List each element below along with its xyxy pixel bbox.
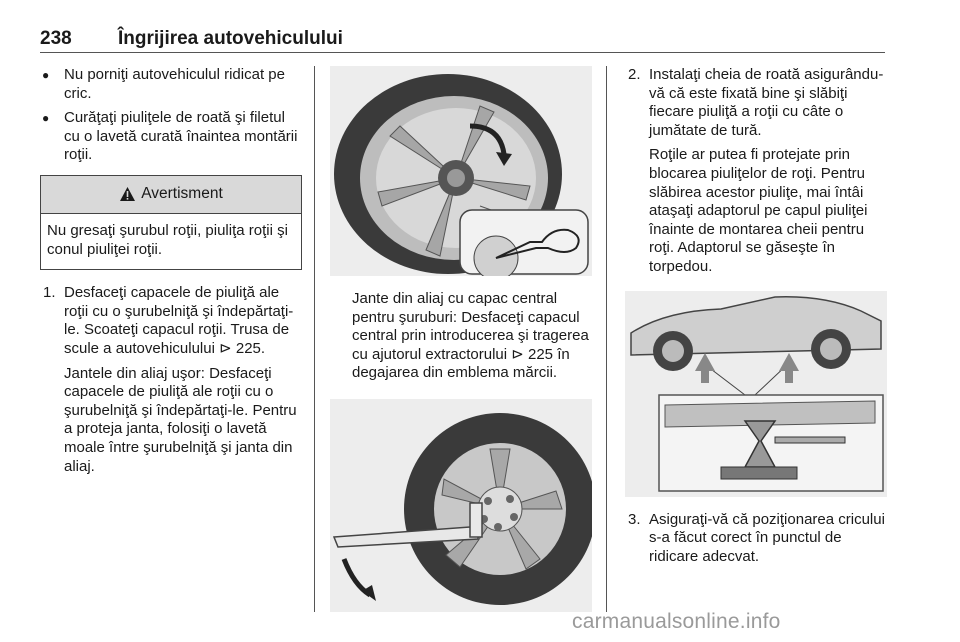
step-2 <box>625 66 887 140</box>
step-text: Instalaţi cheia de roată asigurându-vă că este fixată bine şi slăbiţi fiecare piuliţă a roţii cu câte o jumătate de tură. <box>649 66 884 139</box>
step-text: Desfaceţi capacele de piuliţă ale roţii cu o şurubelniţă şi îndepărtaţi-le. Scoateţi capacul roţii. Trusa de scule a autovehiculului <box>64 284 294 357</box>
page-title: Îngrijirea autovehiculului <box>118 28 343 49</box>
step-3 <box>625 511 887 567</box>
wheel-wrench-illustration <box>330 399 592 612</box>
step-1-note: Jantele din aliaj uşor: Desfaceţi capacele de piuliţă ale roţii cu o şurubelniţă şi îndepărtaţi-le. Pentru a proteja janta, folosiţi o lavetă moale între şurubelniţă şi janta din aliaj. <box>64 364 297 475</box>
step-2-note: Roţile ar putea fi protejate prin blocarea piuliţelor de roţi. Pentru slăbirea acestor piuliţe, mai întâi ataşaţi adaptorul pe capul piuliţei înainte de montarea cheii pentru roţi. Adaptorul se găseşte în torpedou. <box>649 146 868 275</box>
step-number: 3. <box>628 510 641 528</box>
warning-text: Nu gresaţi şurubul roţii, piuliţa roţii şi conul piuliţei roţii. <box>47 221 288 258</box>
wheel-wrench-image <box>330 399 592 612</box>
warning-triangle-icon <box>119 186 136 202</box>
column-left <box>40 66 302 476</box>
ref-arrow-icon: ⊳ <box>219 339 232 357</box>
step-text: Asiguraţi-vă că poziţionarea cricului s-a făcut corect în punctul de ridicare adecvat. <box>649 510 885 565</box>
page-reference-link[interactable]: 225. <box>235 339 266 357</box>
column-divider-1 <box>314 66 315 612</box>
page-reference-link[interactable]: 225 <box>528 345 554 363</box>
bullet-item: ● Nu porniţi autovehiculul ridicat pe cric. <box>40 66 302 103</box>
ref-arrow-icon: ⊳ <box>511 345 524 363</box>
column-right <box>625 66 887 566</box>
column-divider-2 <box>606 66 607 612</box>
page-number: 238 <box>40 28 72 49</box>
warning-header <box>41 176 301 214</box>
column-middle <box>330 66 592 612</box>
header-rule <box>40 52 885 53</box>
jack-illustration <box>625 291 887 497</box>
caption-text: în degajarea din emblema mărcii. <box>352 345 570 382</box>
wheel-cap-illustration <box>330 66 592 276</box>
caption-text: Jante din aliaj cu capac central pentru şuruburi: Desfaceţi capacul central prin introducerea şi tragerea cu ajutorul extractorului <box>352 290 589 363</box>
wheel-cap-image <box>330 66 592 276</box>
caption-central-cap <box>330 290 592 383</box>
step-number: 2. <box>628 66 641 83</box>
jack-car-image <box>625 291 887 497</box>
warning-box <box>40 175 302 270</box>
step-1 <box>40 284 302 358</box>
step-number: 1. <box>43 284 56 302</box>
watermark: carmanualsonline.info <box>572 610 781 633</box>
page-header <box>40 22 885 54</box>
warning-title: Avertisment <box>141 185 223 203</box>
bullet-item: ● Curăţaţi piuliţele de roată şi filetul cu o lavetă curată înaintea montării roţii. <box>40 109 302 165</box>
